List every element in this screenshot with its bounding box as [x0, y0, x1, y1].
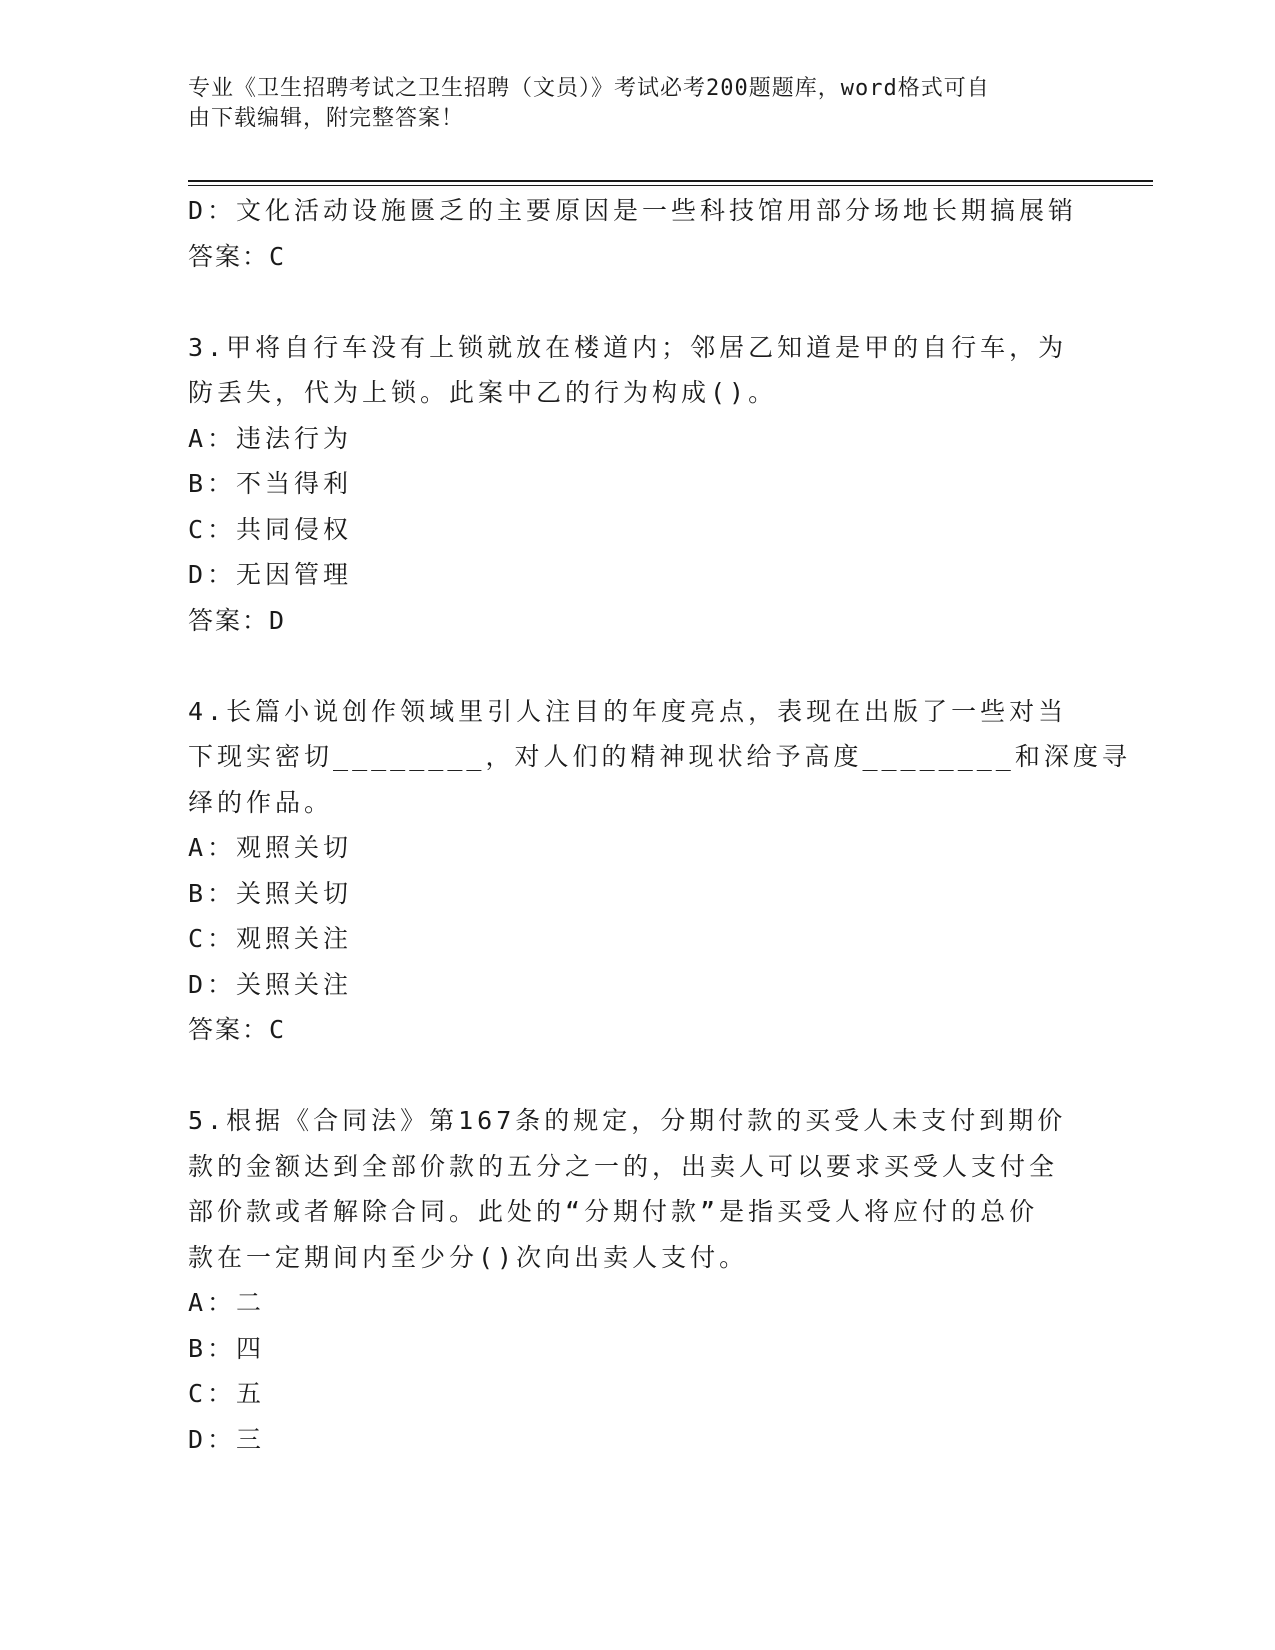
question-text-line: 3.甲将自行车没有上锁就放在楼道内；邻居乙知道是甲的自行车，为	[188, 332, 1068, 362]
question-text-line: 款在一定期间内至少分()次向出卖人支付。	[188, 1242, 749, 1272]
question-3	[188, 325, 1088, 644]
option-d: D：关照关注	[188, 969, 353, 999]
text-segment: 下现实密切	[188, 742, 334, 771]
answer-line: 答案：D	[188, 605, 287, 635]
option-a: A：二	[188, 1288, 266, 1317]
header-line-2: 由下载编辑，附完整答案！	[188, 106, 465, 131]
question-2-tail	[188, 188, 1088, 279]
spacer	[188, 279, 1088, 325]
option-d: D：无因管理	[188, 560, 353, 589]
option-b: B：四	[188, 1333, 266, 1363]
spacer	[188, 1053, 1088, 1099]
option-b: B：不当得利	[188, 469, 353, 498]
option-d: D：三	[188, 1424, 266, 1454]
option-c: C：五	[188, 1379, 266, 1408]
header-rule-thick	[188, 180, 1153, 182]
question-text-line: 4.长篇小说创作领域里引人注目的年度亮点，表现在出版了一些对当	[188, 696, 1068, 726]
question-text-line: 部价款或者解除合同。此处的“分期付款”是指买受人将应付的总价	[188, 1197, 1039, 1226]
header-rule-thin	[188, 185, 1153, 186]
question-4	[188, 689, 1131, 1053]
question-5	[188, 1098, 1088, 1462]
question-text-line: 绎的作品。	[188, 787, 334, 817]
text-segment: 和深度寻	[1014, 742, 1131, 771]
question-text-line: 防丢失，代为上锁。此案中乙的行为构成()。	[188, 378, 778, 407]
option-a: A：观照关切	[188, 833, 353, 862]
option-b: B：关照关切	[188, 878, 353, 908]
option-d: D：文化活动设施匮乏的主要原因是一些科技馆用部分场地长期搞展销	[188, 196, 1078, 225]
question-list	[188, 188, 1131, 1462]
spacer	[188, 643, 1088, 689]
question-text-line: 5.根据《合同法》第167条的规定，分期付款的买受人未支付到期价	[188, 1106, 1067, 1135]
document-header	[188, 74, 1068, 134]
option-c: C：共同侵权	[188, 514, 353, 544]
header-line-1: 专业《卫生招聘考试之卫生招聘（文员）》考试必考200题题库，word格式可自	[188, 76, 990, 101]
answer-line: 答案：C	[188, 241, 287, 271]
fill-blank: ________	[333, 742, 486, 771]
question-text-line	[188, 734, 1131, 780]
question-text-line: 款的金额达到全部价款的五分之一的，出卖人可以要求买受人支付全	[188, 1151, 1059, 1181]
text-segment: ，对人们的精神现状给予高度	[485, 742, 863, 771]
option-c: C：观照关注	[188, 924, 353, 953]
answer-line: 答案：C	[188, 1015, 287, 1044]
option-a: A：违法行为	[188, 423, 353, 453]
fill-blank: ________	[862, 742, 1015, 771]
